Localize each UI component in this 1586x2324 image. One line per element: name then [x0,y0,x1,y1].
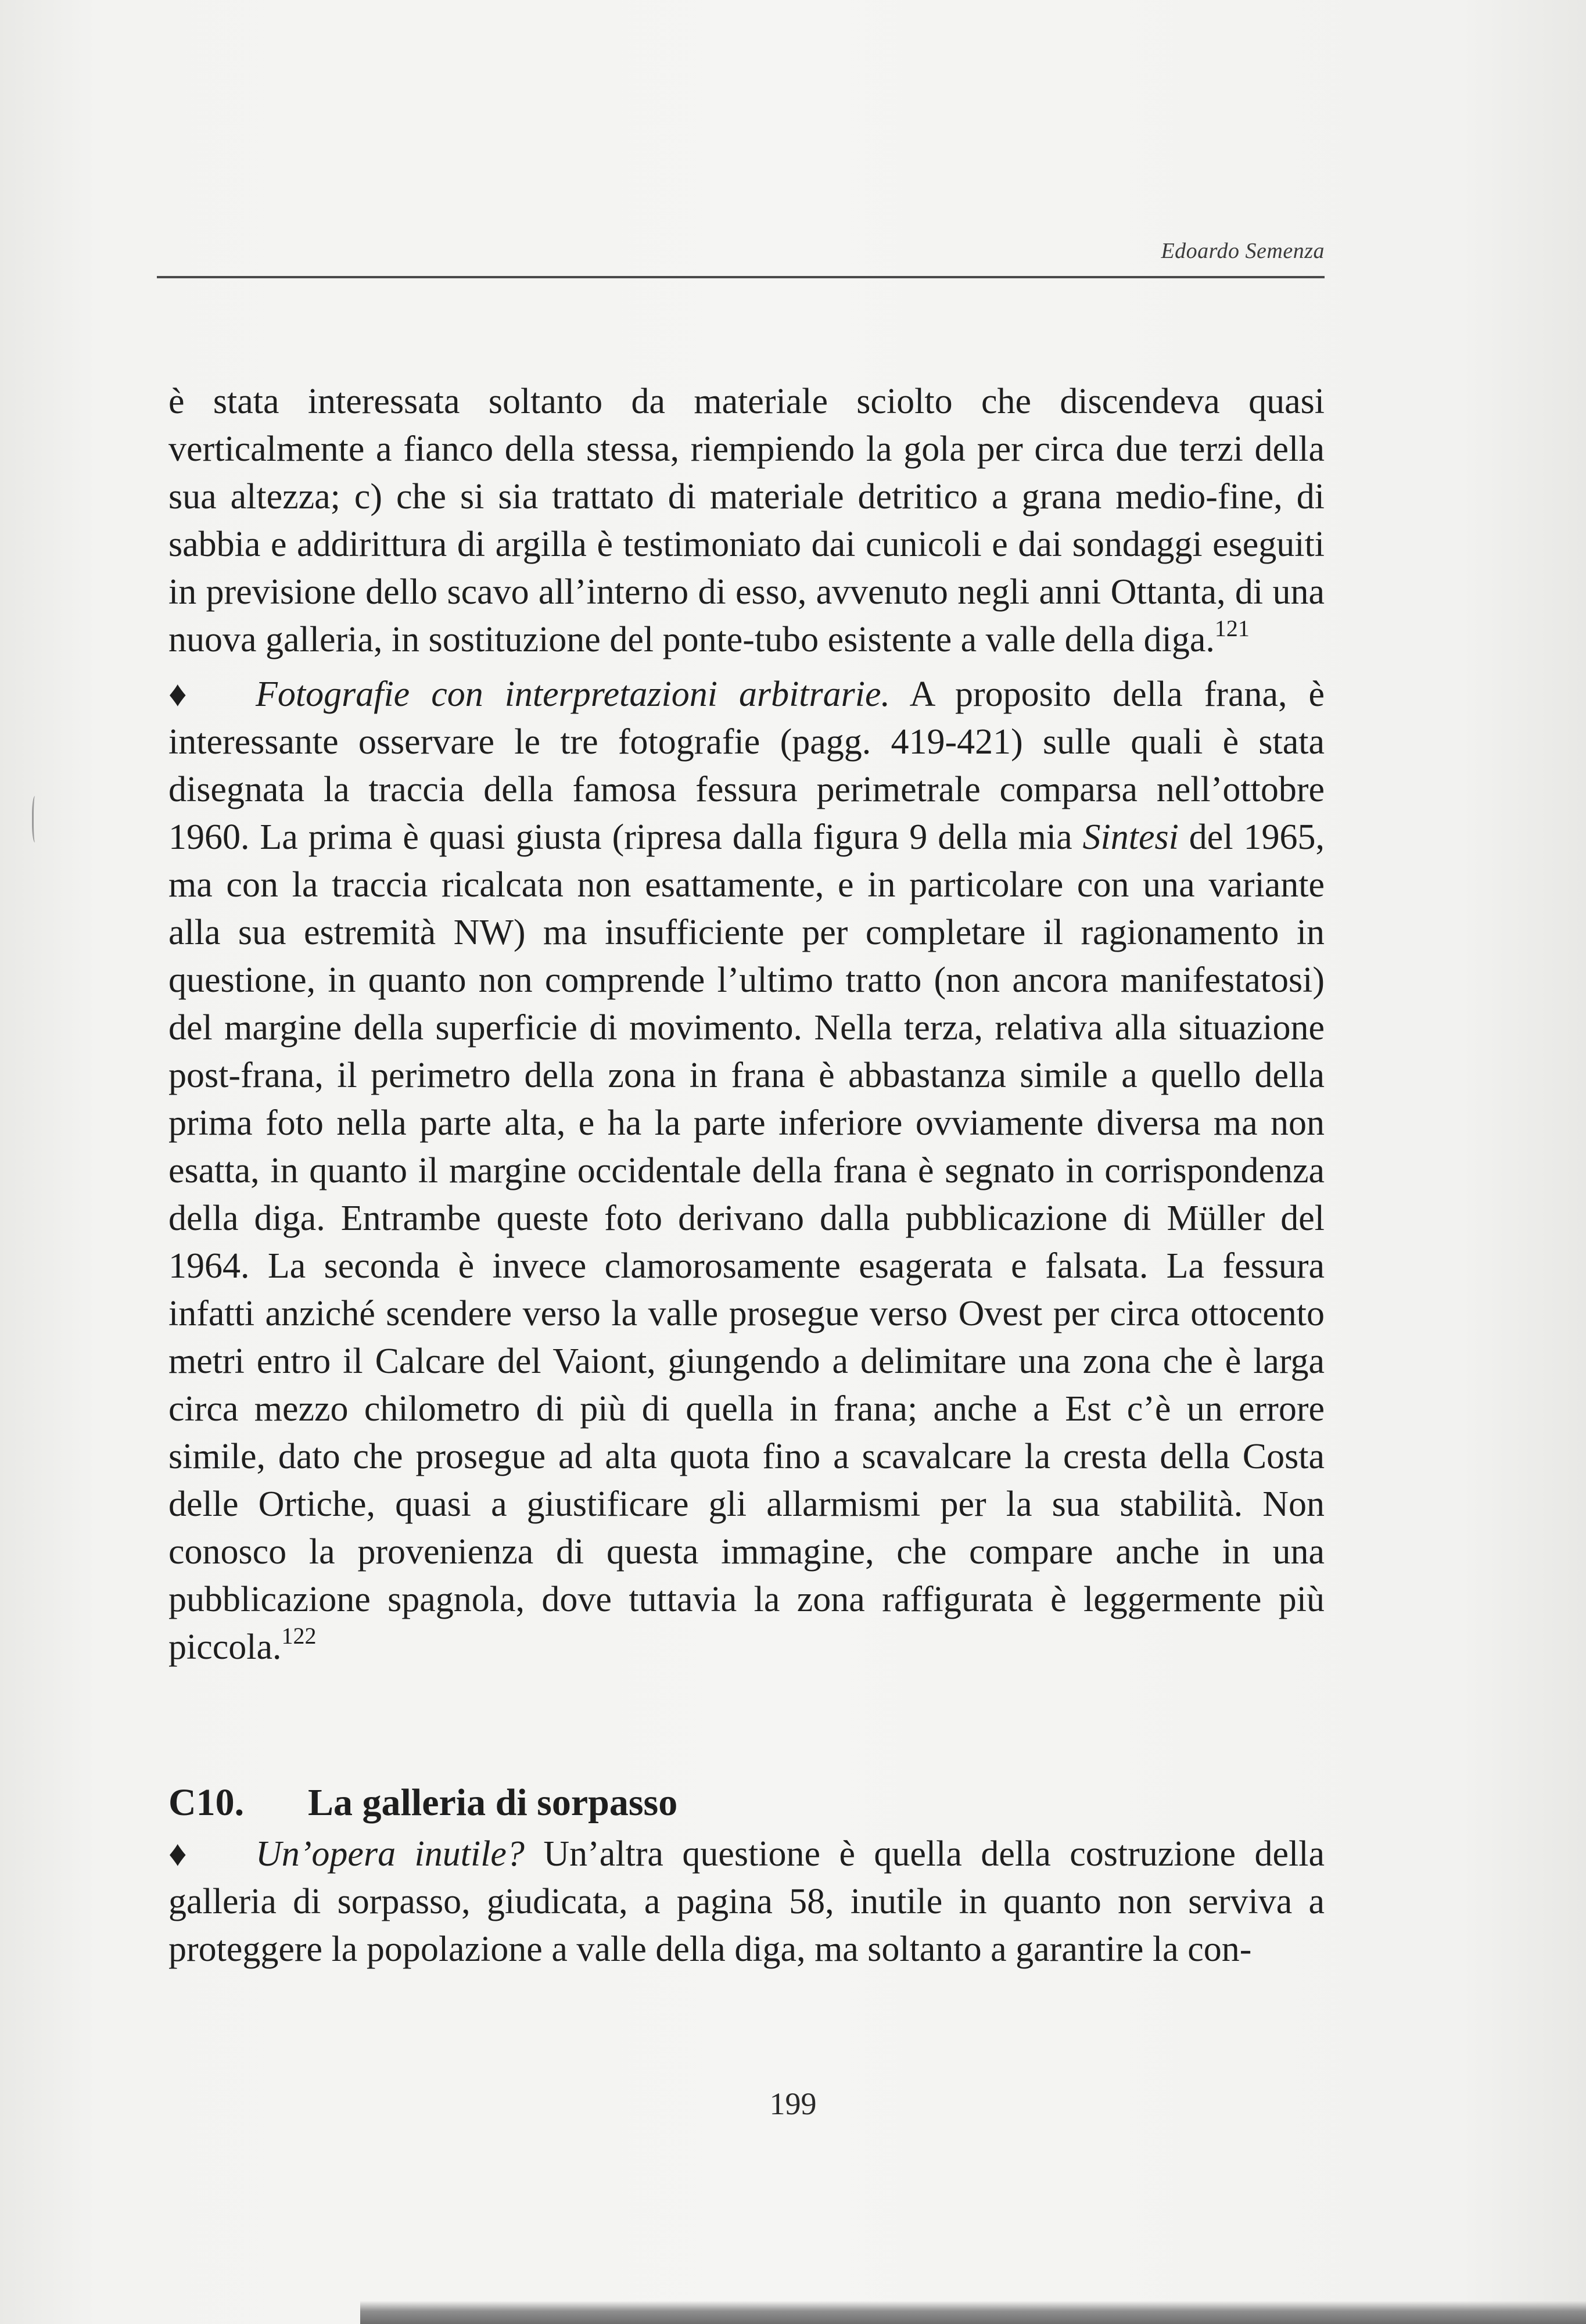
paragraph-2 [168,670,1325,1671]
paragraph-1-text: è stata interessata soltanto da materiale sciolto che discendeva quasi verticalmente a fianco della stessa, riempiendo la gola per circa due terzi della sua altezza; c) che si sia trattato di materiale detritico a grana medio-fine, di sabbia e addirittura di argilla è testimoniato dai cunicoli e dai sondaggi eseguiti in previsione dello scavo all’interno di esso, avvenuto negli anni Ottanta, di una nuova galleria, in sostituzione del ponte-tubo esistente a valle della diga. [168,382,1325,659]
section-number: C10. [168,1781,245,1824]
section-text-block [168,1830,1325,1973]
paragraph-2-title: Fotografie con interpretazioni arbitrarie. [256,675,891,714]
header-rule [157,276,1325,278]
book-title-sintesi: Sintesi [1082,817,1179,857]
section-title: La galleria di sorpasso [308,1781,678,1824]
paragraph-1 [168,378,1325,664]
page-number: 199 [769,2086,817,2121]
section-heading [168,1781,677,1825]
footnote-ref-122: 122 [281,1623,317,1649]
main-text-block [168,378,1325,1671]
paragraph-gap [168,664,1325,670]
section-paragraph [168,1830,1325,1973]
section-paragraph-text: Un’altra questione è quella della costruzione della galleria di sorpasso, giudicata, a pagina 58, inutile in quanto non serviva a proteggere la popolazione a valle della diga, ma soltanto a garantire la con- [168,1834,1325,1969]
running-header-author: Edoardo Semenza [1161,239,1325,263]
page-bottom-edge-shadow [360,2301,1586,2324]
diamond-bullet-icon: ♦ [168,675,187,714]
page-edge-mark [32,796,40,842]
diamond-bullet-icon: ♦ [168,1834,187,1874]
paragraph-2-text-b: del 1965, ma con la traccia ricalcata non esattamente, e in particolare con una variante alla sua estremità NW) ma insufficiente per completare il ragionamento in questione, in quanto non comprende l’ultimo tratto (non ancora manifestatosi) del margine della superficie di movimento. Nella terza, relativa alla situazione post-frana, il perimetro della zona in frana è abbastanza simile a quello della prima foto nella parte alta, e ha la parte inferiore ovviamente diversa ma non esatta, in quanto il margine occidentale della frana è segnato in corrispondenza della diga. Entrambe queste foto derivano dalla pubblicazione di Müller del 1964. La seconda è invece clamorosamente esagerata e falsata. La fessura infatti anziché scendere verso la valle prosegue verso Ovest per circa ottocento metri entro il Calcare del Vaiont, giungendo a delimitare una zona che è larga circa mezzo chilometro di più di quella in frana; anche a Est c’è un errore simile, dato che prosegue ad alta quota fino a scavalcare la cresta della Costa delle Ortiche, quasi a giustificare gli allarmismi per la sua stabilità. Non conosco la provenienza di questa immagine, che compare anche in una pubblicazione spagnola, dove tuttavia la zona raffigurata è leggermente più piccola. [168,817,1325,1667]
section-lead: Un’opera inutile? [256,1834,525,1874]
footnote-ref-121: 121 [1214,615,1250,641]
paragraph-2-text-a: A proposito della frana, è interessante osservare le tre fotografie (pagg. 419-421) sulle quali è stata disegnata la traccia della famosa fessura perimetrale comparsa nell’ottobre 1960. La prima è quasi giusta (ripresa dalla figura 9 della mia [168,675,1325,857]
